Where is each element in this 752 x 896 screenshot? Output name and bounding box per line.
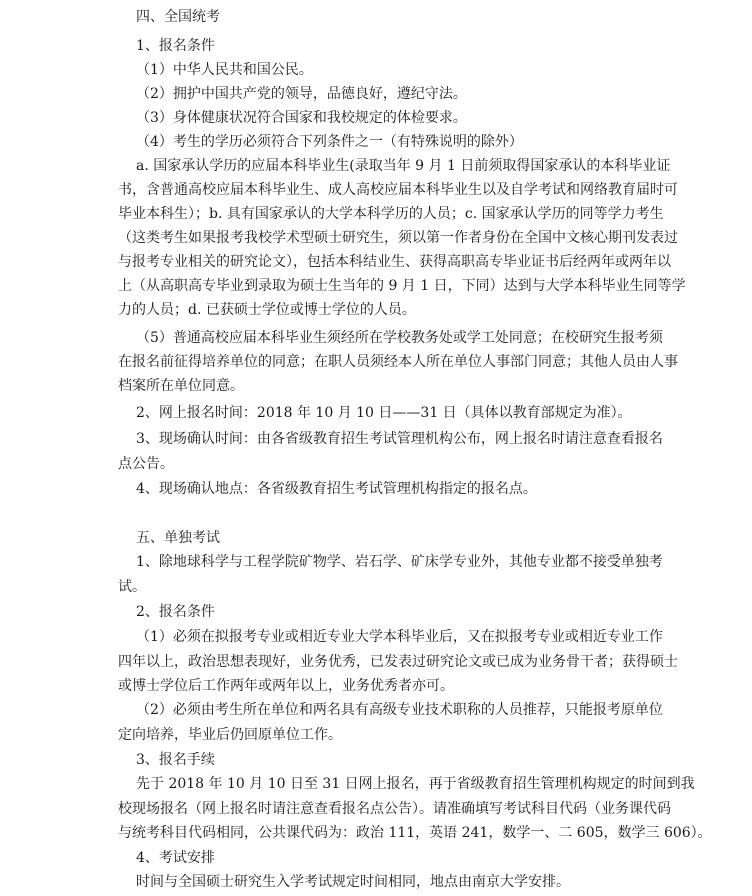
section-5-item-3-title: 3、报名手续 bbox=[136, 752, 215, 768]
condition-4-detail-line: 与报考专业相关的研究论文），包括本科结业生、获得高职高专毕业证书后经两年或两年以 bbox=[118, 254, 671, 270]
section-4-item-4: 4、现场确认地点：各省级教育招生考试管理机构指定的报名点。 bbox=[136, 481, 537, 497]
exam-arrangement-text: 时间与全国硕士研究生入学考试规定时间相同，地点由南京大学安排。 bbox=[136, 874, 570, 890]
section-4-item-3-line: 3、现场确认时间：由各省级教育招生考试管理机构公布，网上报名时请注意查看报名 bbox=[136, 431, 663, 447]
section-4-item-2: 2、网上报名时间：2018 年 10 月 10 日——31 日（具体以教育部规定为准）。 bbox=[136, 405, 632, 421]
condition-2: （2）拥护中国共产党的领导，品德良好，遵纪守法。 bbox=[136, 86, 467, 102]
section-5-item-1-line: 1、除地球科学与工程学院矿物学、岩石学、矿床学专业外，其他专业都不接受单独考 bbox=[136, 554, 663, 570]
single-exam-condition-1-line: （1）必须在拟报考专业或相近专业大学本科毕业后，又在拟报考专业或相近专业工作 bbox=[136, 629, 663, 645]
condition-5-line: （5）普通高校应届本科毕业生须经所在学校教务处或学工处同意；在校研究生报考须 bbox=[136, 330, 663, 346]
section-4-heading: 四、全国统考 bbox=[136, 9, 220, 25]
condition-4: （4）考生的学历必须符合下列条件之一（有特殊说明的除外） bbox=[136, 134, 523, 150]
section-4-item-3-line: 点公告。 bbox=[118, 456, 174, 472]
single-exam-condition-2-line: （2）必须由考生所在单位和两名具有高级专业技术职称的人员推荐，只能报考原单位 bbox=[136, 702, 663, 718]
condition-4-detail-line: 上（从高职高专毕业到录取为硕士生当年的 9 月 1 日，下同）达到与大学本科毕业生同等学 bbox=[118, 278, 686, 294]
section-5-item-4-title: 4、考试安排 bbox=[136, 850, 215, 866]
condition-5-line: 档案所在单位同意。 bbox=[118, 378, 244, 394]
section-5-item-2-title: 2、报名条件 bbox=[136, 604, 215, 620]
condition-1: （1）中华人民共和国公民。 bbox=[136, 62, 313, 78]
section-5-item-1-line: 试。 bbox=[118, 579, 146, 595]
condition-4-detail-line: （这类考生如果报考我校学术型硕士研究生，须以第一作者身份在全国中文核心期刊发表过 bbox=[118, 230, 678, 246]
condition-3: （3）身体健康状况符合国家和我校规定的体检要求。 bbox=[136, 110, 467, 126]
single-exam-condition-2-line: 定向培养，毕业后仍回原单位工作。 bbox=[118, 727, 342, 743]
condition-4-detail-line: a. 国家承认学历的应届本科毕业生(录取当年 9 月 1 日前须取得国家承认的本科毕业证 bbox=[136, 158, 671, 174]
registration-procedure-line: 与统考科目代码相同，公共课代码为：政治 111，英语 241，数学一、二 605，数学三 606）。 bbox=[118, 825, 712, 841]
condition-4-detail-line: 力的人员；d. 已获硕士学位或博士学位的人员。 bbox=[118, 302, 416, 318]
single-exam-condition-1-line: 或博士学位后工作两年或两年以上，业务优秀者亦可。 bbox=[118, 678, 454, 694]
single-exam-condition-1-line: 四年以上，政治思想表现好，业务优秀，已发表过研究论文或已成为业务骨干者；获得硕士 bbox=[118, 654, 678, 670]
condition-4-detail-line: 书，含普通高校应届本科毕业生、成人高校应届本科毕业生以及自学考试和网络教育届时可 bbox=[118, 182, 678, 198]
section-5-heading: 五、单独考试 bbox=[136, 530, 220, 546]
registration-procedure-line: 先于 2018 年 10 月 10 日至 31 日网上报名，再于省级教育招生管理机构规定的时间到我 bbox=[136, 776, 695, 792]
condition-5-line: 在报名前征得培养单位的同意；在职人员须经本人所在单位人事部门同意；其他人员由人事 bbox=[118, 354, 678, 370]
section-4-item-1-title: 1、报名条件 bbox=[136, 38, 215, 54]
registration-procedure-line: 校现场报名（网上报名时请注意查看报名点公告）。请准确填写考试科目代码（业务课代码 bbox=[118, 801, 671, 817]
condition-4-detail-line: 毕业本科生）；b. 具有国家承认的大学本科学历的人员；c. 国家承认学历的同等学力考生 bbox=[118, 206, 664, 222]
